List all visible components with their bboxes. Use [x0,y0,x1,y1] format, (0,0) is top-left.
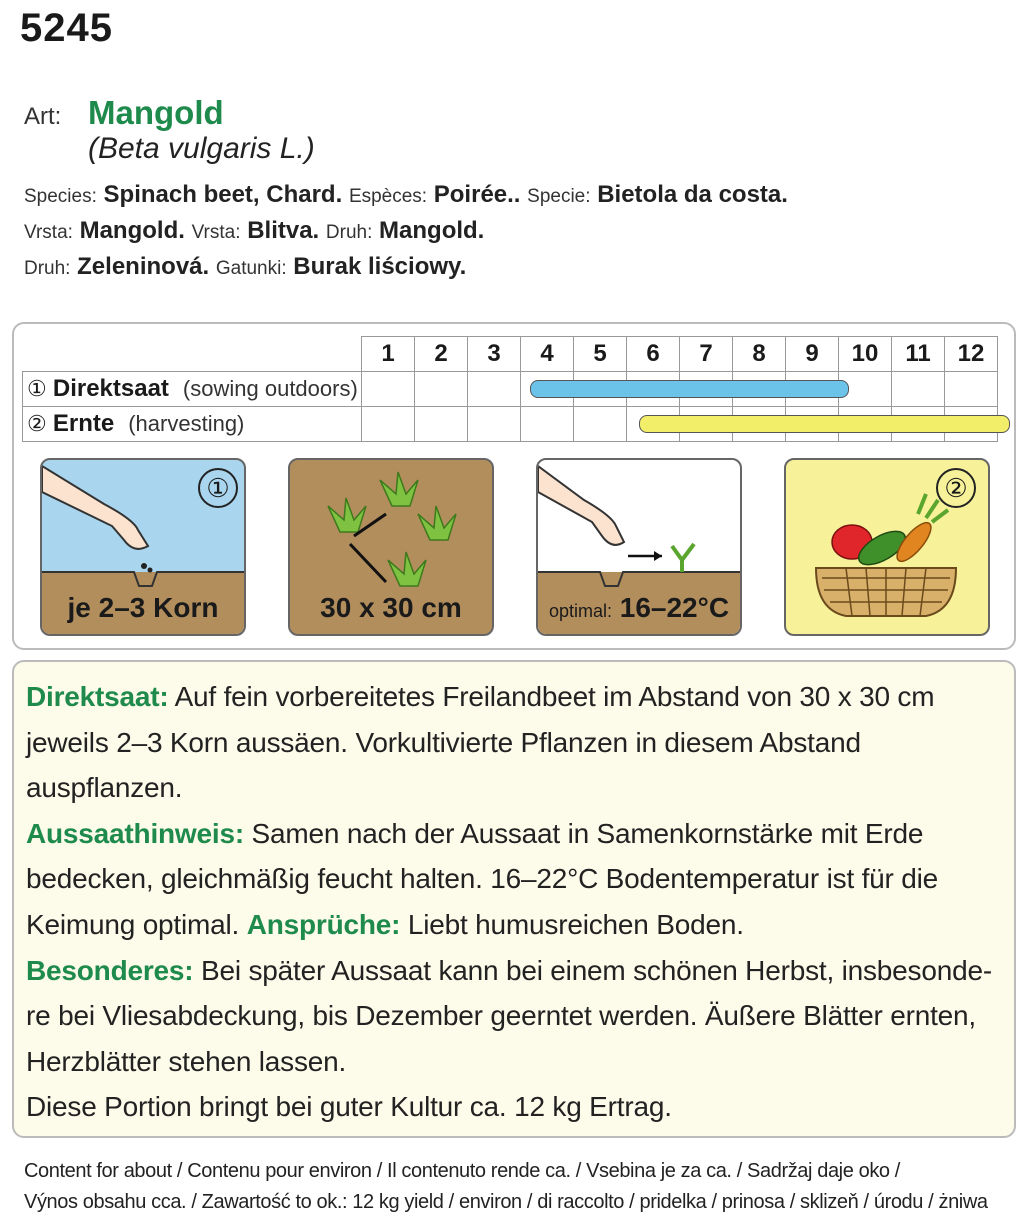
month-header: 10 [839,337,892,372]
row-note: (sowing outdoors) [182,376,358,401]
direktsaat-text: Auf fein vorbereitetes Freilandbeet im Abstand von 30 x 30 cm jeweils 2–3 Korn aussäen. Vorkultivierte Pflanzen in diesem Abstand auspflanzen. [26,681,935,804]
calendar-period-bar [639,415,1011,433]
tile-caption [538,592,740,624]
species-label: Gatunki: [215,258,287,279]
tile-sowing [40,458,246,636]
calendar-cell [362,372,415,407]
aussaat-label: Aussaathinweis: [26,817,244,849]
species-label: Species: [24,186,97,207]
product-code: 5245 [20,6,113,50]
latin-name: (Beta vulgaris L.) [88,132,315,165]
month-header: 8 [733,337,786,372]
calendar-cell [362,407,415,442]
species-label: Vrsta: [191,222,241,243]
plant-name: Mangold [88,94,224,131]
aussaat-text: Samen nach der Aussaat in Samenkornstärke mit Erde bedecken, gleichmäßig feucht halten. 16–22°C Bodentemperatur ist für die Keimung optimal. [26,817,939,940]
species-line [24,180,788,212]
row-name: Ernte [52,410,115,437]
calendar-cell [945,372,998,407]
tile-caption: je 2–3 Korn [67,592,219,623]
month-header: 9 [786,337,839,372]
calendar-cell [415,407,468,442]
step-badge: ② [936,468,976,508]
ansprueche-label: Ansprüche: [246,908,401,940]
row-number: ② [27,411,47,436]
month-header: 3 [468,337,521,372]
species-label: Druh: [24,258,71,279]
species-label: Vrsta: [24,222,73,243]
species-value: Blitva. [247,217,320,244]
tile-germination [536,458,742,636]
species-value: Mangold. [379,217,485,244]
besonderes-text: Bei später Aussaat kann bei einem schönen Herbst, insbesonde-re bei Vliesabdeckung, bis Dezember geerntet werden. Äußere Blätter ernten, Herzblätter stehen lassen. [26,954,992,1077]
yield-text: Diese Portion bringt bei guter Kultur ca. 12 kg Ertrag. [26,1091,672,1123]
species-label: Druh: [325,222,373,243]
calendar-cell [521,407,574,442]
calendar-corner [23,337,362,372]
month-header: 7 [680,337,733,372]
calendar-panel [12,322,1016,650]
month-header: 5 [574,337,627,372]
footer-line-2: Výnos obsahu cca. / Zawartość to ok.: 12 kg yield / environ / di raccolto / pridelka / prinosa / sklizeň / úrodu / żniwa [24,1191,988,1213]
species-value: Bietola da costa. [597,181,788,208]
row-name: Direktsaat [52,375,169,402]
direktsaat-label: Direktsaat: [26,681,169,712]
calendar-cell [892,372,945,407]
month-header: 2 [415,337,468,372]
species-value: Mangold. [79,217,185,244]
footer-line-1: Content for about / Contenu pour environ / Il contenuto rende ca. / Vsebina je za ca. / Sadržaj daje oko / [24,1160,900,1182]
tile-caption-prefix: optimal: [548,601,612,621]
calendar-period-bar [530,380,849,398]
tile-caption: 30 x 30 cm [320,592,462,623]
calendar-row-label [23,372,362,407]
calendar-cell [468,372,521,407]
month-header: 12 [945,337,998,372]
species-line [24,252,466,284]
besonderes-label: Besonderes: [26,954,194,986]
month-header: 4 [521,337,574,372]
month-header: 1 [362,337,415,372]
tile-caption-temp: 16–22°C [619,592,730,623]
species-value: Burak liściowy. [293,253,467,280]
step-badge: ① [198,468,238,508]
species-label: Specie: [527,186,591,207]
month-header: 6 [627,337,680,372]
tile-harvest [784,458,990,636]
species-line [24,216,484,248]
art-label: Art: [24,103,62,130]
calendar-row-label [23,407,362,442]
row-number: ① [27,376,47,401]
species-value: Spinach beet, Chard. [103,181,343,208]
row-note: (harvesting) [128,411,245,436]
instructions-box [12,660,1016,1138]
month-header: 11 [892,337,945,372]
ansprueche-text: Liebt humusreichen Boden. [400,908,744,940]
instructions-text [26,674,1002,1130]
species-label: Espèces: [348,186,428,207]
species-value: Zeleninová. [77,253,210,280]
footer-yield [24,1156,988,1218]
calendar-cell [468,407,521,442]
tile-spacing [288,458,494,636]
species-value: Poirée.. [433,181,521,208]
calendar-cell [574,407,627,442]
calendar-cell [415,372,468,407]
